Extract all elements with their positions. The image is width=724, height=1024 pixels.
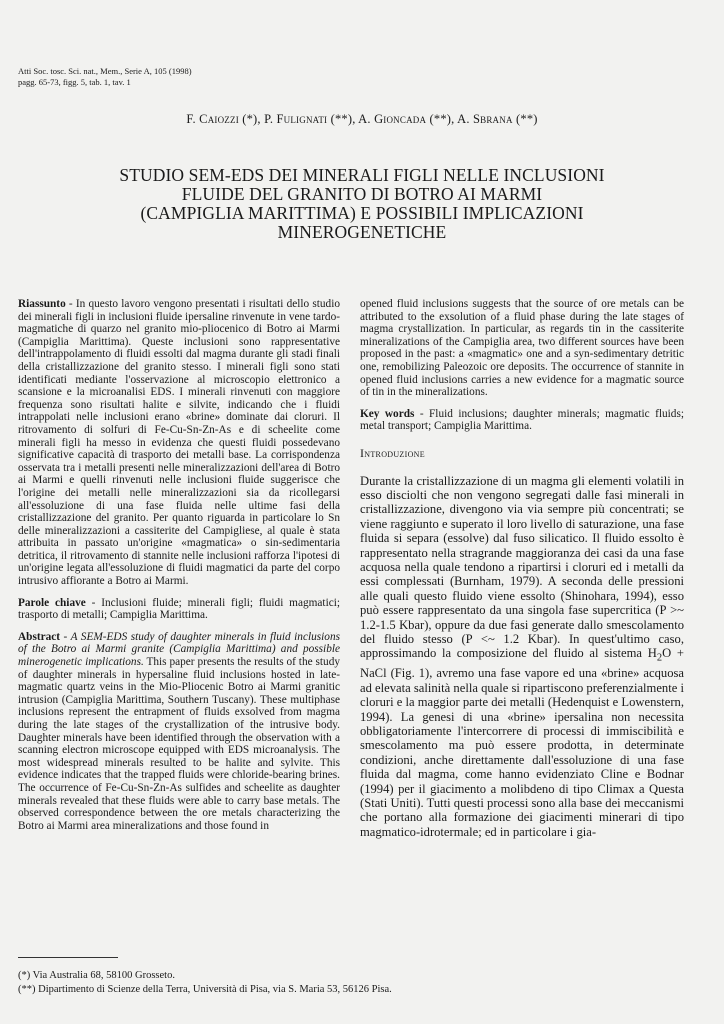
author-initial: F. (186, 112, 196, 126)
parole-chiave-label: Parole chiave (18, 596, 86, 609)
paper-title (40, 166, 684, 242)
parole-chiave-paragraph (18, 597, 340, 622)
author-name: Caiozzi (199, 112, 239, 126)
riassunto-label: Riassunto (18, 298, 66, 310)
key-words-label: Key words (360, 407, 415, 420)
key-words-text: - Fluid inclusions; daughter minerals; magmatic fluids; metal transport; Campiglia Marittima. (360, 407, 684, 433)
footnote: (**) Dipartimento di Scienze della Terra, Università di Pisa, via S. Maria 53, 56126 Pisa. (18, 984, 392, 995)
riassunto-paragraph (18, 298, 340, 588)
parole-chiave-text: - Inclusioni fluide; minerali figli; fluidi magmatici; trasporto di metalli; Campiglia Marittima. (18, 596, 341, 622)
introduzione-paragraph (360, 474, 684, 840)
abstract-title: - A SEM-EDS study of daughter minerals in fluid inclusions of the Botro ai Marmi granite (Campiglia Marittima) and possible minerogenetic implications. (18, 630, 340, 669)
key-words-paragraph (360, 408, 684, 433)
author-affiliation-mark: (*), (242, 112, 261, 126)
journal-citation: Atti Soc. tosc. Sci. nat., Mem., Serie A, 105 (1998) (18, 66, 192, 76)
author-initial: A. (358, 112, 371, 126)
author-initial: A. (457, 112, 470, 126)
footnote-divider (18, 957, 118, 958)
abstract-label: Abstract (18, 630, 61, 643)
journal-reference (18, 66, 192, 88)
title-line: MINEROGENETICHE (277, 222, 447, 242)
abstract-continuation: opened fluid inclusions suggests that the source of ore metals can be attributed to the exsolution of a fluid phase during the late stages of magma crystallization. In particular, as regards tin in the cassiterite mineralizations of the Campiglia area, two different sources have been proposed in the past: a «magmatic» one and a syn-sedimentary detritic one, remobilizing Paleozoic ore deposits. The occurrence of stannite in opened fluid inclusions carries a new evidence for a magmatic source of tin in the mineralizations. (360, 298, 684, 399)
abstract-paragraph (18, 631, 340, 833)
abstract-text: This paper presents the results of the study of daughter minerals in hypersaline fluid inclusions hosted in late-magmatic quartz veins in the Mio-Pliocenic Botro ai Marmi granitic intrusion (Campiglia Marittima, Southern Tuscany). These multiphase inclusions represent the entrapment of fluids exsolved from magma during the late stages of the crystallization of the intrusive body. Daughter minerals have been identified through the observation with a scanning electron microscope equipped with EDS microanalysis. The most widespread minerals resulted to be halite and sylvite. This evidence indicates that the trapped fluids were chloride-bearing brines. The occurrence of Fe-Cu-Sn-Zn-As sulfides and scheelite as daughter minerals revealed that these fluids were able to carry base metals. The observed correspondence between the ore metals characterizing the Botro ai Marmi area mineralizations and those found in (18, 656, 340, 832)
author-name: Gioncada (374, 112, 427, 126)
author-initial: P. (264, 112, 274, 126)
section-heading: Introduzione (360, 445, 425, 460)
author-affiliation-mark: (**), (330, 112, 356, 126)
journal-pages: pagg. 65-73, figg. 5, tab. 1, tav. 1 (18, 77, 131, 87)
title-line: STUDIO SEM-EDS DEI MINERALI FIGLI NELLE INCLUSIONI (119, 165, 605, 185)
left-column (18, 298, 340, 841)
subscript: 2 (656, 652, 663, 664)
footnotes (18, 969, 392, 997)
author-affiliation-mark: (**) (516, 112, 538, 126)
intro-text: O + NaCl (Fig. 1), avremo una fase vapore ed una «brine» acquosa ad elevata salinità nella quale si ripartiscono preferenzialmente i cloruri e la maggior parte dei metalli (Hedenquist e Lowenstern, 1994). La genesi di una «brine» ipersalina non necessita obbligatoriamente l'intercorrere di processi di immiscibilità e smescolamento ma può essere prodotta, in determinate condizioni, anche direttamente dall'essoluzione di una fase fluida dal magma, come hanno evidenziato Cline e Bodnar (1994) per il giacimento a molibdeno di tipo Climax a Questa (Stati Uniti). Tutti questi processi sono alla base dei meccanismi che portano alla formazione dei giacimenti minerari di tipo magmatico-idrotermale; ed in particolare i gia- (360, 646, 684, 839)
title-line: (CAMPIGLIA MARITTIMA) E POSSIBILI IMPLICAZIONI (140, 203, 584, 223)
author-name: Fulignati (276, 112, 328, 126)
author-list (0, 112, 724, 127)
author-name: Sbrana (473, 112, 513, 126)
intro-text: Durante la cristallizzazione di un magma gli elementi volatili in esso disciolti che non vengono segregati dalle fasi minerali in cristallizzazione, divengono via via sempre più concentrati; se viene raggiunto e superato il loro livello di saturazione, una fase fluida si separa (essolve) dal fuso silicatico. Il fluido essolto è rappresentato nella stragrande maggioranza dei casi da una fase acquosa nella quale tendono a ripartirsi i cloruri ed i metalli da essi complessati (Burnham, 1979). A seconda delle pressioni alle quali questo fluido viene essolto (Shinohara, 1994), esso può essere rappresentato da una singola fase supercritica (P >~ 1.2-1.5 Kbar), oppure da due fasi generate dallo smescolamento del fluido stesso (P <~ 1.2 Kbar). In quest'ultimo caso, approssimando la composizione del fluido al sistema H (360, 473, 684, 661)
right-column (360, 298, 684, 848)
title-line: FLUIDE DEL GRANITO DI BOTRO AI MARMI (181, 184, 543, 204)
footnote: (*) Via Australia 68, 58100 Grosseto. (18, 970, 175, 981)
author-affiliation-mark: (**), (429, 112, 455, 126)
riassunto-text: - In questo lavoro vengono presentati i risultati dello studio dei minerali figli in inclusioni fluide ipersaline rinvenute in vene tardo-magmatiche di quarzo nel granito mio-pliocenico di Botro ai Marmi (Campiglia Marittima). Queste inclusioni sono rappresentative dell'intrappolamento di fluidi essolti dal magma durante gli stadi finali della cristallizzazione del granito stesso. I minerali figli sono stati identificati mediante l'osservazione al microscopio elettronico a scansione e la microanalisi EDS. I minerali rinvenuti con maggiore frequenza sono risultati halite e silvite, indicando che i fluidi intrappolati nelle inclusioni erano «brine» dominate dai cloruri. Il ritrovamento di solfuri di Fe-Cu-Sn-Zn-As e di scheelite come minerali figli ha messo in evidenza che questi fluidi possedevano significative capacità di trasporto dei metalli base. La corrispondenza osservata tra i metalli presenti nelle mineralizzazioni dell'area di Botro ai Marmi e quelli rinvenuti nelle inclusioni fluide suggerisce che l'origine dei metalli nelle mineralizzazioni sia da ricollegarsi all'essoluzione di una fase fluida nelle ultime fasi della cristallizzazione del granito. Per quanto riguarda in particolare lo Sn delle mineralizzazioni a cassiterite del Campigliese, al quale è stata attribuita in passato un'origine «magmatica» o sin-sedimentaria detritica, il ritrovamento di stannite nelle inclusioni rafforza l'ipotesi di un'origine legata all'essoluzione di fluidi magmatici da parte del corpo intrusivo affiorante a Botro ai Marmi. (18, 298, 340, 588)
